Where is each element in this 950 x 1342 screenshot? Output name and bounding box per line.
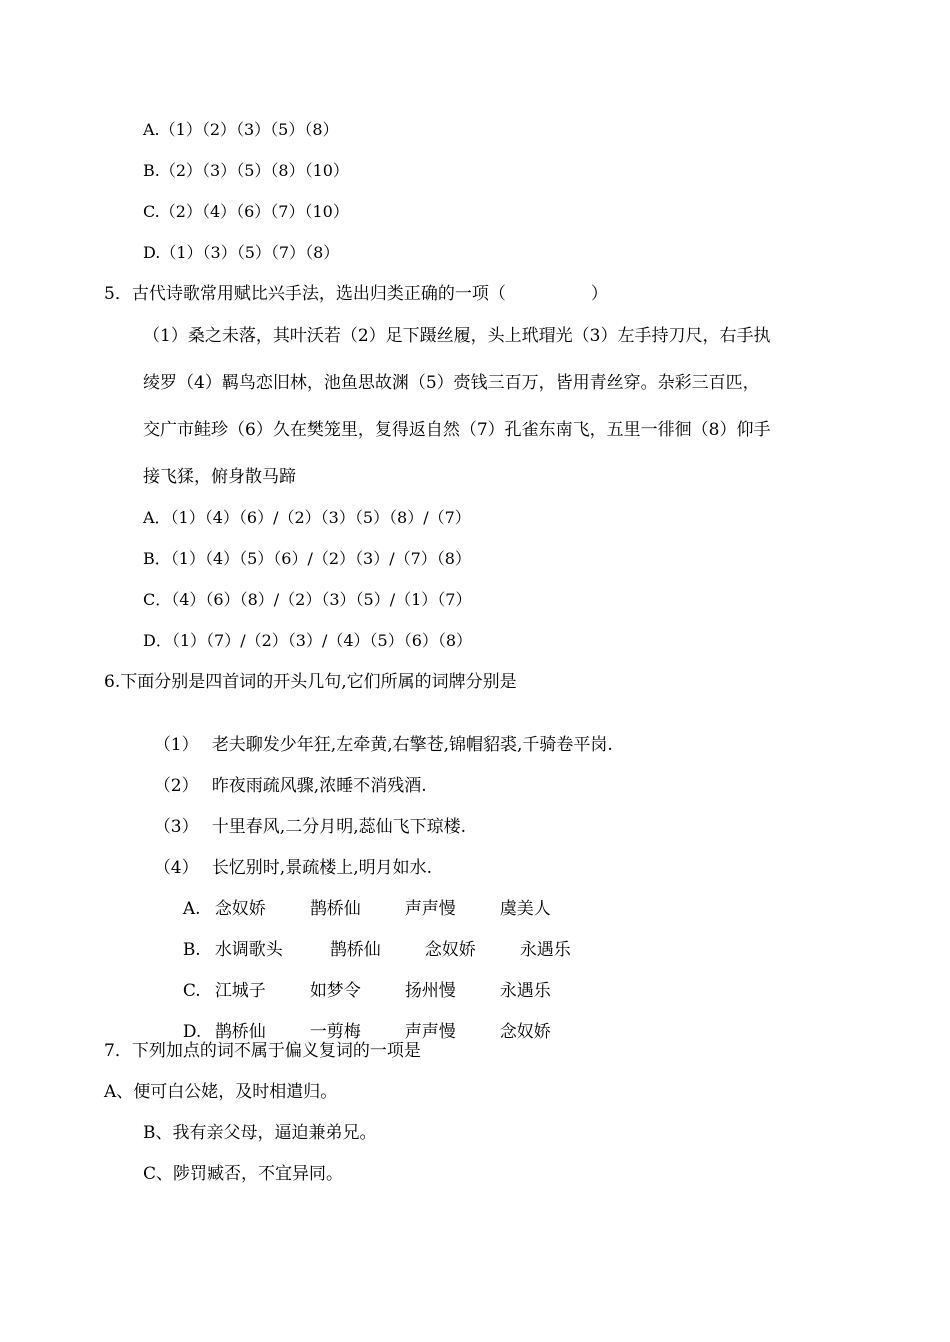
cipai-name: 江城子: [214, 981, 266, 1001]
q5-option-a: A．（1）（4）（6）/（2）（3）（5）（8）/（7）: [143, 508, 471, 527]
q6-option-c: [172, 958, 551, 1002]
cipai-name: 永遇乐: [499, 981, 551, 1001]
option-letter: A.: [182, 899, 201, 919]
q6-item: [143, 753, 427, 797]
q6-item-number: （1）: [153, 735, 199, 755]
q6-item-number: （2）: [153, 776, 199, 796]
cipai-name: 一剪梅: [309, 1022, 361, 1042]
q6-item-text: 长忆别时,景疏楼上,明月如水.: [211, 858, 433, 878]
q4-option-b: B.（2）（3）（5）（8）（10）: [143, 161, 349, 180]
cipai-name: 念奴娇: [499, 1022, 551, 1042]
cipai-name: 如梦令: [309, 981, 361, 1001]
cipai-name: 虞美人: [499, 899, 551, 919]
q6-item: [143, 835, 432, 879]
q4-option-d: D.（1）（3）（5）（7）（8）: [143, 243, 340, 262]
cipai-name: 水调歌头: [214, 940, 283, 960]
q6-option-a: [172, 876, 551, 920]
q7-option-b: B、我有亲父母，逼迫兼弟兄。: [143, 1123, 377, 1143]
q6-option-b: [172, 917, 571, 961]
q6-item-text: 老夫聊发少年狂,左牵黄,右擎苍,锦帽貂裘,千骑卷平岗.: [211, 735, 613, 755]
option-letter: C.: [182, 981, 201, 1001]
q4-option-a: A.（1）（2）（3）（5）（8）: [143, 120, 339, 139]
q5-option-d: D．（1）（7）/（2）（3）/（4）（5）（6）（8）: [143, 631, 473, 650]
q5-passage-line: （1）桑之未落，其叶沃若（2）足下蹑丝履，头上玳瑁光（3）左手持刀尺，右手执: [143, 326, 771, 346]
q5-passage-line: 接飞猱，俯身散马蹄: [143, 467, 296, 487]
option-letter: B.: [182, 940, 201, 960]
q7-option-c: C、陟罚臧否，不宜异同。: [143, 1164, 344, 1184]
q5-option-c: C．（4）（6）（8）/（2）（3）（5）/（1）（7）: [143, 590, 472, 609]
cipai-name: 鹊桥仙: [329, 940, 381, 960]
q6-option-d: [172, 999, 551, 1043]
q7-stem: 7．下列加点的词不属于偏义复词的一项是: [104, 1041, 421, 1061]
cipai-name: 永遇乐: [519, 940, 571, 960]
q6-item-number: （3）: [153, 817, 199, 837]
cipai-name: 扬州慢: [404, 981, 456, 1001]
q5-stem: 5．古代诗歌常用赋比兴手法，选出归类正确的一项（ ）: [104, 284, 608, 304]
q6-item: [143, 794, 466, 838]
cipai-name: 念奴娇: [214, 899, 266, 919]
q6-item: [143, 712, 613, 756]
q6-stem: 6.下面分别是四首词的开头几句,它们所属的词牌分别是: [104, 672, 517, 692]
q4-option-c: C.（2）（4）（6）（7）（10）: [143, 202, 349, 221]
option-letter: D.: [182, 1022, 202, 1042]
q6-item-number: （4）: [153, 858, 199, 878]
q5-option-b: B．（1）（4）（5）（6）/（2）（3）/（7）（8）: [143, 549, 471, 568]
q6-item-text: 十里春风,二分月明,蕊仙飞下琼楼.: [211, 817, 467, 837]
cipai-name: 鹊桥仙: [309, 899, 361, 919]
cipai-name: 鹊桥仙: [214, 1022, 266, 1042]
q7-option-a: A、便可白公姥，及时相遣归。: [104, 1082, 338, 1102]
cipai-name: 声声慢: [404, 1022, 456, 1042]
cipai-name: 声声慢: [404, 899, 456, 919]
cipai-name: 念奴娇: [424, 940, 476, 960]
q6-item-text: 昨夜雨疏风骤,浓睡不消残酒.: [211, 776, 427, 796]
q5-passage-line: 绫罗（4）羁鸟恋旧林，池鱼思故渊（5）赍钱三百万，皆用青丝穿。杂彩三百匹，: [143, 373, 760, 393]
q5-passage-line: 交广市鲑珍（6）久在樊笼里，复得返自然（7）孔雀东南飞，五里一徘徊（8）仰手: [143, 420, 771, 440]
